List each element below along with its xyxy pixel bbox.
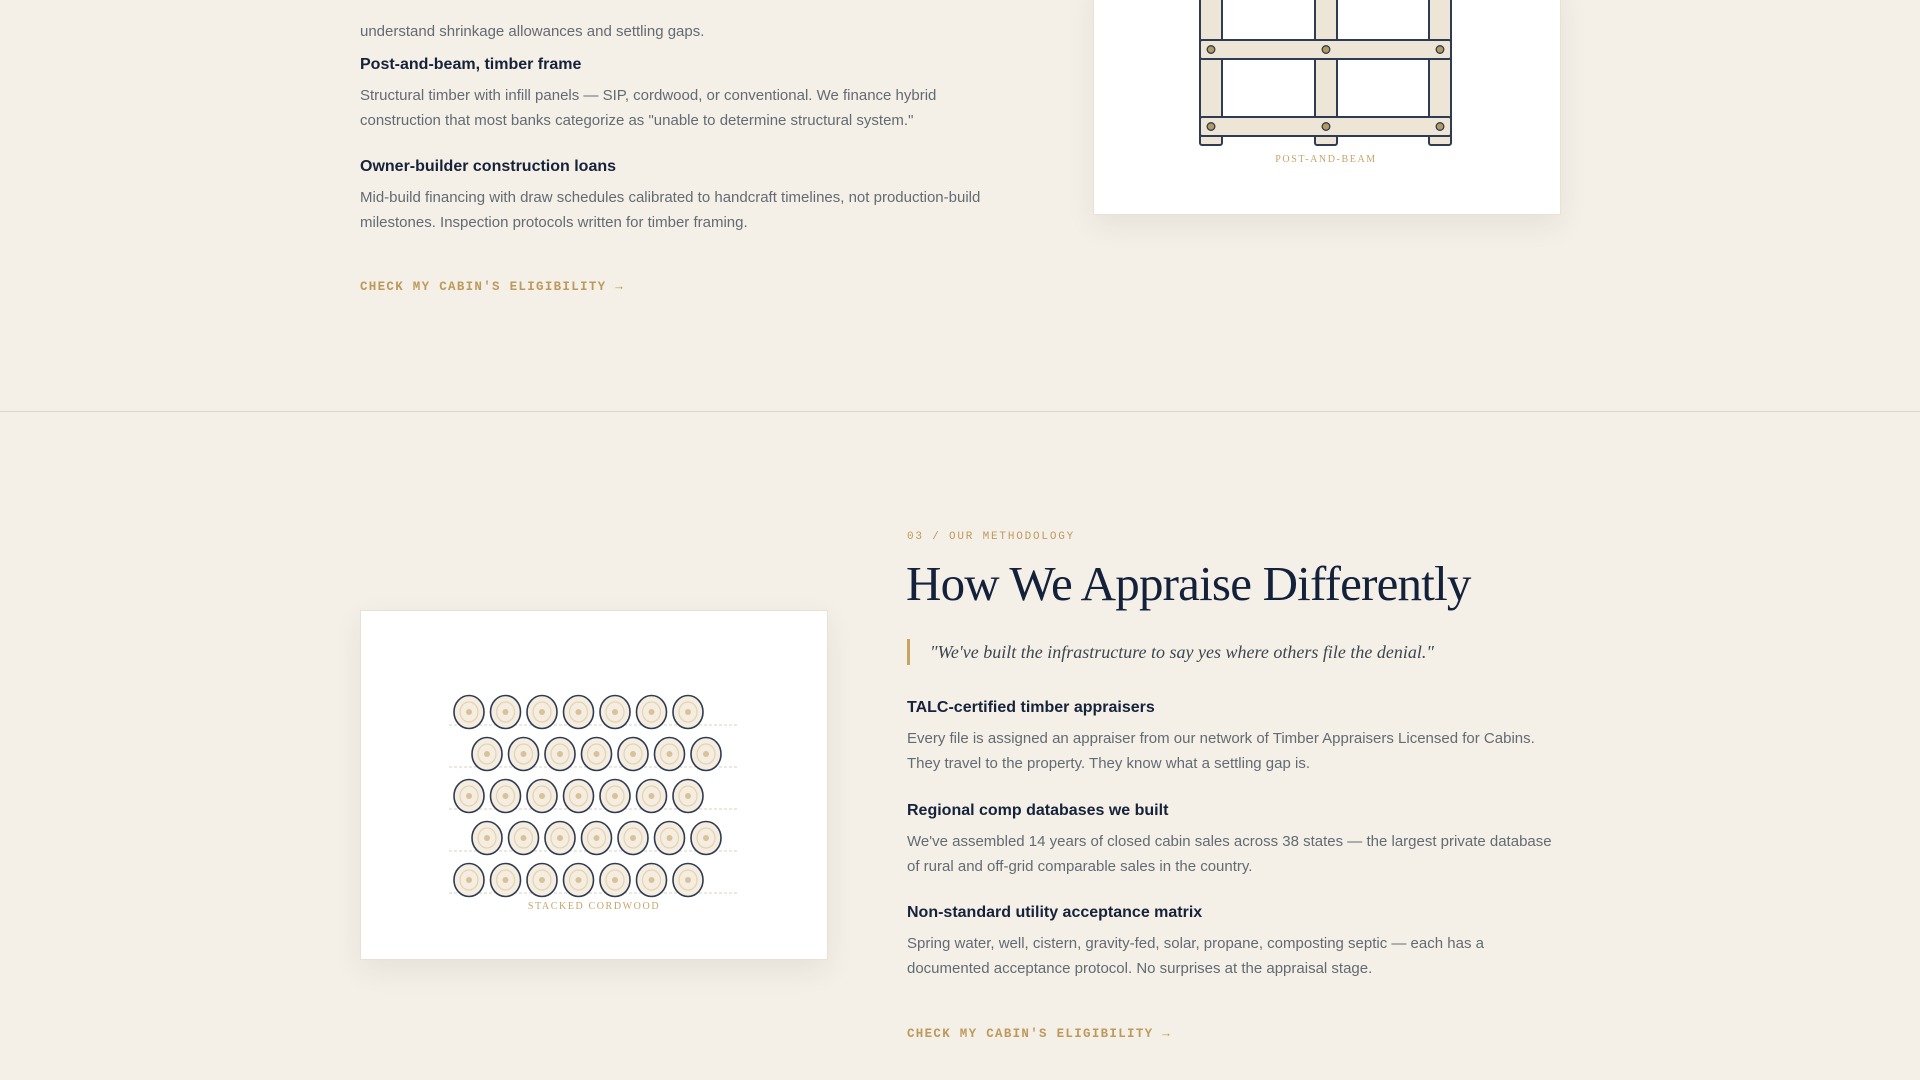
feature-title-owner-builder: Owner-builder construction loans: [360, 158, 617, 175]
feature-description-post-and-beam: Structural timber with infill panels — SIP, cordwood, or conventional. We finance hybrid construction that most banks categorize as "unable to determine structural system.": [360, 87, 937, 129]
feature-description-talc-appraisers: Every file is assigned an appraiser from our network of Timber Appraisers Licensed for Cabins. They travel to the property. They know what a settling gap is.: [907, 730, 1535, 772]
stacked-cordwood-illustration-card: [360, 610, 828, 960]
section-divider: [0, 411, 1920, 412]
check-eligibility-link-methodology[interactable]: CHECK MY CABIN'S ELIGIBILITY →: [907, 1027, 1172, 1041]
check-eligibility-link-top[interactable]: CHECK MY CABIN'S ELIGIBILITY →: [360, 280, 625, 294]
feature-title-talc-appraisers: TALC-certified timber appraisers: [907, 699, 1155, 716]
feature-description-utility-matrix: Spring water, well, cistern, gravity-fed, solar, propane, composting septic — each has a documented acceptance protocol. No surprises at the appraisal stage.: [907, 935, 1484, 977]
card-caption-stacked-cordwood: STACKED CORDWOOD: [527, 901, 661, 912]
stacked-cordwood-illustration: [361, 611, 827, 959]
card-caption-post-and-beam: POST-AND-BEAM: [1275, 154, 1377, 165]
feature-description-truncated: understand shrinkage allowances and settling gaps.: [360, 23, 705, 40]
feature-title-utility-matrix: Non-standard utility acceptance matrix: [907, 904, 1203, 921]
pull-quote: "We've built the infrastructure to say yes where others file the denial.": [907, 639, 1434, 665]
section-heading: How We Appraise Differently: [906, 556, 1471, 611]
feature-title-regional-comps: Regional comp databases we built: [907, 802, 1169, 819]
feature-title-post-and-beam: Post-and-beam, timber frame: [360, 56, 582, 73]
feature-description-owner-builder: Mid-build financing with draw schedules calibrated to handcraft timelines, not production-build milestones. Inspection protocols written for timber framing.: [360, 189, 981, 231]
post-and-beam-illustration-card: [1093, 0, 1561, 215]
feature-description-regional-comps: We've assembled 14 years of closed cabin sales across 38 states — the largest private database of rural and off-grid comparable sales in the country.: [907, 833, 1552, 875]
section-eyebrow: 03 / OUR METHODOLOGY: [907, 531, 1076, 543]
post-and-beam-illustration: [1094, 0, 1560, 214]
